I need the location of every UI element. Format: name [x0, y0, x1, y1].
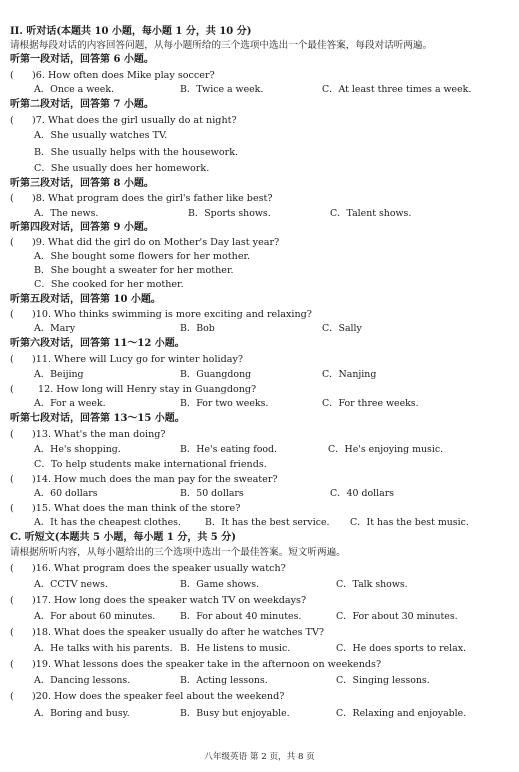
option-c: C．He's enjoying music.	[328, 444, 444, 455]
answer-paren: (	[10, 429, 14, 440]
option-b: B．Sports shows.	[188, 208, 271, 219]
question-13	[10, 429, 511, 441]
option-a: A．Boring and busy.	[34, 708, 130, 719]
options-row	[0, 675, 519, 687]
answer-paren: (	[10, 309, 14, 320]
answer-paren: (	[10, 237, 14, 248]
section-ii-title: II. 听对话(本题共 10 小题，每小题 1 分，共 10 分)	[10, 26, 252, 37]
question-text: )6. How often does Mike play soccer?	[32, 70, 215, 81]
options-row	[0, 708, 519, 720]
option-a: A．Once a week.	[34, 84, 114, 95]
options-row	[0, 611, 519, 623]
question-17	[10, 595, 511, 607]
question-text: )10. Who thinks swimming is more exciting and relaxing?	[32, 309, 312, 320]
option-a: A．Beijing	[34, 369, 84, 380]
answer-paren: (	[10, 595, 14, 606]
answer-paren: (	[10, 193, 14, 204]
option-c: C．For about 30 minutes.	[336, 611, 458, 622]
page-footer: 八年级英语 第 2 页，共 8 页	[204, 752, 315, 762]
options-row	[0, 643, 519, 655]
option-a: A．The news.	[34, 208, 99, 219]
question-text: )20. How does the speaker feel about the weekend?	[32, 691, 285, 702]
option-c: C．Nanjing	[322, 369, 377, 380]
option-b: B．He listens to music.	[180, 643, 291, 654]
question-11	[10, 354, 511, 366]
option-c: C．Relaxing and enjoyable.	[336, 708, 467, 719]
options-row	[0, 488, 519, 500]
option-b: B．Twice a week.	[180, 84, 264, 95]
option-b: B．He's eating food.	[180, 444, 278, 455]
question-text: )8. What program does the girl's father like best?	[32, 193, 273, 204]
question-8	[10, 193, 511, 205]
option-c: C．Singing lessons.	[336, 675, 430, 686]
option-b: B．She bought a sweater for her mother.	[34, 265, 234, 276]
question-text: )19. What lessons does the speaker take in the afternoon on weekends?	[32, 659, 382, 670]
option-c: C．Talk shows.	[336, 579, 408, 590]
question-10	[10, 309, 511, 321]
question-text: )11. Where will Lucy go for winter holiday?	[32, 354, 244, 365]
question-text: )14. How much does the man pay for the sweater?	[32, 474, 278, 485]
answer-paren: (	[10, 627, 14, 638]
question-20	[10, 691, 511, 703]
option-a: A．CCTV news.	[34, 579, 108, 590]
answer-paren: (	[10, 384, 14, 395]
dialogue-label: 听第三段对话，回答第 8 小题。	[10, 178, 154, 189]
option-b: B．For two weeks.	[180, 398, 269, 409]
answer-paren: (	[10, 503, 14, 514]
question-14	[10, 474, 511, 486]
options-row	[0, 444, 519, 456]
question-9	[10, 237, 511, 249]
question-18	[10, 627, 511, 639]
question-text: )7. What does the girl usually do at night?	[32, 115, 237, 126]
dialogue-label: 听第六段对话，回答第 11～12 小题。	[10, 338, 185, 349]
option-a: A．60 dollars	[34, 488, 98, 499]
options-row	[0, 84, 519, 96]
options-row	[0, 369, 519, 381]
dialogue-label: 听第五段对话，回答第 10 小题。	[10, 294, 161, 305]
option-c: C．40 dollars	[330, 488, 394, 499]
option-c: C．At least three times a week.	[322, 84, 472, 95]
options-row	[0, 208, 519, 220]
option-a: A．For a week.	[34, 398, 106, 409]
option-c: C．Talent shows.	[330, 208, 412, 219]
dialogue-label: 听第七段对话，回答第 13～15 小题。	[10, 413, 185, 424]
option-c: C．It has the best music.	[350, 517, 469, 528]
question-7	[10, 115, 511, 127]
question-text: )15. What does the man think of the store?	[32, 503, 241, 514]
options-row	[0, 323, 519, 335]
option-a: A．He talks with his parents.	[34, 643, 173, 654]
option-a: A．Mary	[34, 323, 76, 334]
option-a: A．She bought some flowers for her mother.	[34, 251, 251, 262]
dialogue-label: 听第一段对话，回答第 6 小题。	[10, 54, 154, 65]
answer-paren: (	[10, 563, 14, 574]
option-b: B．Guangdong	[180, 369, 252, 380]
stray-option-line: C．To help students make international friends.	[34, 459, 267, 470]
options-row	[0, 517, 519, 529]
option-b: B．Bob	[180, 323, 215, 334]
option-a: A．For about 60 minutes.	[34, 611, 156, 622]
answer-paren: (	[10, 659, 14, 670]
option-c: C．She usually does her homework.	[34, 163, 210, 174]
dialogue-label: 听第二段对话，回答第 7 小题。	[10, 99, 154, 110]
option-a: A．She usually watches TV.	[34, 130, 168, 141]
question-19	[10, 659, 511, 671]
option-c: C．For three weeks.	[322, 398, 419, 409]
option-b: B．She usually helps with the housework.	[34, 147, 239, 158]
section-ii-instruction: 请根据每段对话的内容回答问题，从每小题所给的三个选项中选出一个最佳答案，每段对话听两遍。	[10, 40, 433, 51]
option-b: B．Game shows.	[180, 579, 260, 590]
question-text: )16. What program does the speaker usually watch?	[32, 563, 286, 574]
option-a: A．He's shopping.	[34, 444, 121, 455]
answer-paren: (	[10, 115, 14, 126]
option-c: C．She cooked for her mother.	[34, 279, 184, 290]
question-text: )18. What does the speaker usually do after he watches TV?	[32, 627, 325, 638]
question-text: )9. What did the girl do on Mother's Day last year?	[32, 237, 280, 248]
question-15	[10, 503, 511, 515]
option-c: C．Sally	[322, 323, 362, 334]
dialogue-label: 听第四段对话，回答第 9 小题。	[10, 222, 154, 233]
option-b: B．Busy but enjoyable.	[180, 708, 290, 719]
option-a: A．Dancing lessons.	[34, 675, 131, 686]
option-c: C．He does sports to relax.	[336, 643, 467, 654]
option-b: B．For about 40 minutes.	[180, 611, 302, 622]
section-c-title: C. 听短文(本题共 5 小题，每小题 1 分，共 5 分)	[10, 532, 236, 543]
question-16	[10, 563, 511, 575]
option-b: B．50 dollars	[180, 488, 244, 499]
answer-paren: (	[10, 70, 14, 81]
question-text: )17. How long does the speaker watch TV on weekdays?	[32, 595, 307, 606]
question-6	[10, 70, 511, 82]
answer-paren: (	[10, 474, 14, 485]
question-text: 12. How long will Henry stay in Guangdong?	[38, 384, 257, 395]
answer-paren: (	[10, 691, 14, 702]
options-row	[0, 579, 519, 591]
question-12	[10, 384, 511, 396]
section-c-instruction: 请根据所听内容，从每小题给出的三个选项中选出一个最佳答案。短文听两遍。	[10, 547, 346, 558]
option-b: B．It has the best service.	[205, 517, 330, 528]
question-text: )13. What's the man doing?	[32, 429, 166, 440]
option-b: B．Acting lessons.	[180, 675, 268, 686]
option-a: A．It has the cheapest clothes.	[34, 517, 181, 528]
options-row	[0, 398, 519, 410]
answer-paren: (	[10, 354, 14, 365]
